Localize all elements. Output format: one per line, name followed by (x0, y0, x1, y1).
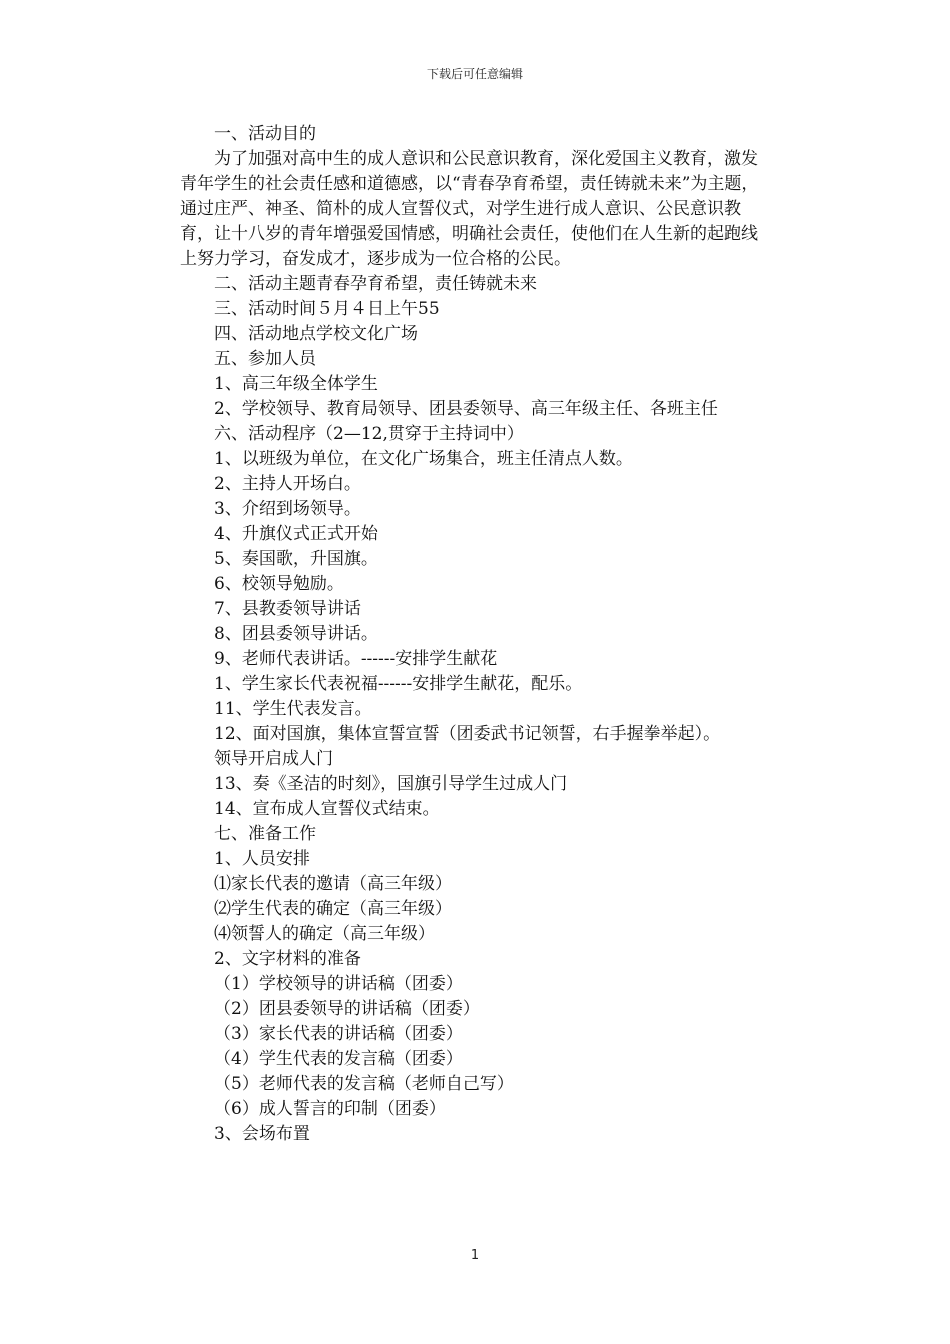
list-item: 14、宣布成人宣誓仪式结束。 (214, 799, 440, 819)
list-item: 2、主持人开场白。 (214, 474, 361, 494)
list-item: 6、校领导勉励。 (214, 574, 344, 594)
list-item: （3）家长代表的讲话稿（团委） (214, 1024, 463, 1044)
page-number: 1 (470, 1248, 480, 1263)
list-item: 13、奏《圣洁的时刻》，国旗引导学生过成人门 (214, 774, 568, 794)
list-item: 8、团县委领导讲话。 (214, 624, 378, 644)
list-item: 2、学校领导、教育局领导、团县委领导、高三年级主任、各班主任 (214, 399, 718, 419)
list-item: （1）学校领导的讲话稿（团委） (214, 974, 463, 994)
list-item: 1、人员安排 (214, 849, 310, 869)
section-heading-preparation: 七、准备工作 (214, 824, 316, 844)
list-item: 2、文字材料的准备 (214, 949, 361, 969)
list-item: 1、学生家长代表祝福------安排学生献花，配乐。 (214, 674, 583, 694)
list-item: 9、老师代表讲话。------安排学生献花 (214, 649, 498, 669)
list-item: （2）团县委领导的讲话稿（团委） (214, 999, 480, 1019)
section-heading-procedure: 六、活动程序（2—12,贯穿于主持词中） (214, 424, 524, 444)
list-item: 1、高三年级全体学生 (214, 374, 378, 394)
list-item: 12、面对国旗，集体宣誓宣誓（团委武书记领誓，右手握拳举起）。 (214, 724, 721, 744)
section-heading-location: 四、活动地点学校文化广场 (214, 324, 418, 344)
list-item: 4、升旗仪式正式开始 (214, 524, 378, 544)
list-item: （5）老师代表的发言稿（老师自己写） (214, 1074, 514, 1094)
section-heading-participants: 五、参加人员 (214, 349, 316, 369)
page-header: 下载后可任意编辑 (426, 67, 523, 81)
list-item: 1、以班级为单位，在文化广场集合，班主任清点人数。 (214, 449, 633, 469)
section-heading-time: 三、活动时间５月４日上午55 (214, 299, 440, 319)
list-item: 7、县教委领导讲话 (214, 599, 361, 619)
list-item: 11、学生代表发言。 (214, 699, 372, 719)
section-heading-purpose: 一、活动目的 (214, 124, 316, 144)
list-item: （4）学生代表的发言稿（团委） (214, 1049, 463, 1069)
section-heading-theme: 二、活动主题青春孕育希望，责任铸就未来 (214, 274, 537, 294)
list-item: 领导开启成人门 (214, 749, 333, 769)
list-item: ⑵学生代表的确定（高三年级） (214, 899, 452, 919)
list-item: ⑴家长代表的邀请（高三年级） (214, 874, 452, 894)
purpose-paragraph: 为了加强对高中生的成人意识和公民意识教育，深化爱国主义教育，激发青年学生的社会责任感和道德感，以“青春孕育希望，责任铸就未来”为主题，通过庄严、神圣、简朴的成人宣誓仪式，对学生进行成人意识、公民意识教育，让十八岁的青年增强爱国情感，明确社会责任，使他们在人生新的起跑线上努力学习，奋发成才，逐步成为一位合格的公民。 (180, 149, 759, 269)
list-item: 3、会场布置 (214, 1124, 310, 1144)
list-item: （6）成人誓言的印制（团委） (214, 1099, 446, 1119)
list-item: ⑷领誓人的确定（高三年级） (214, 924, 435, 944)
list-item: 5、奏国歌，升国旗。 (214, 549, 378, 569)
list-item: 3、介绍到场领导。 (214, 499, 361, 519)
document-body (180, 122, 770, 1147)
